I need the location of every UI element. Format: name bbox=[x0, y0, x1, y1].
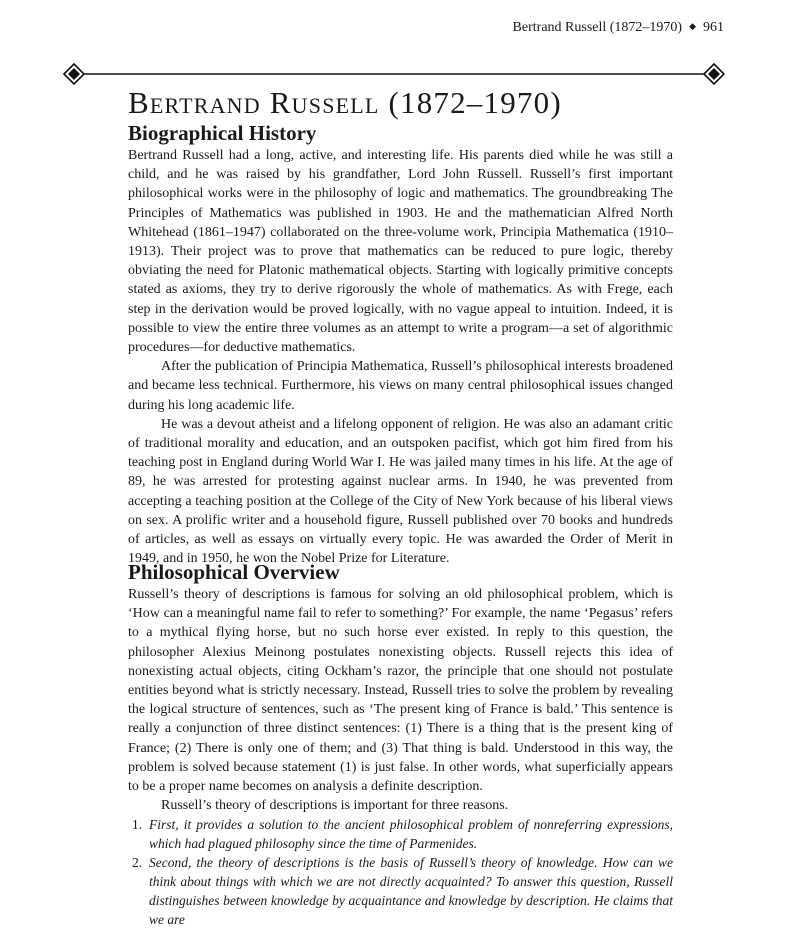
paragraph-bio-3: He was a devout atheist and a lifelong opponent of religion. He was also an adamant critic of traditional morality and education, and an outspoken pacifist, which got him fired from his teaching post in England during World War I. He was jailed many times in his life. At the age of 89, he was arrested for protesting against nuclear arms. In 1940, he was prevented from accepting a teaching position at the College of the City of New York because of his liberal views on sex. A prolific writer and a household figure, Russell published over 70 books and hundreds of articles, as well as essays on virtually every topic. He was awarded the Order of Merit in 1949, and in 1950, he won the Nobel Prize for Literature. bbox=[128, 416, 673, 567]
section-heading-philosophical-overview: Philosophical Overview bbox=[128, 560, 340, 584]
paragraph-overview-1: Russell’s theory of descriptions is famous for solving an old philosophical problem, which is ‘How can a meaningful name fail to refer to something?’ For example, the name ‘Pegasus’ refers to a mythical flying horse, but no such horse ever existed. In reply to this question, the philosopher Alexius Meinong postulates nonexisting objects. Russell rejects this idea of nonexisting actual objects, citing Ockham’s razor, the principle that one should not postulate entities beyond what is strictly necessary. Instead, Russell tries to solve the problem by revealing the logical structure of sentences, such as ‘The present king of France is bald.’ This sentence is really a conjunction of three distinct sentences: (1) There is a thing that is the present king of France; (2) There is only one of them; and (3) That thing is bald. Understood in this way, the problem is solved because statement (1) is just false. In other words, what superficially appears to be a proper name becomes on analysis a definite description. bbox=[128, 587, 673, 795]
section-heading-biographical-history: Biographical History bbox=[128, 121, 317, 145]
right-diamond-ornament-icon bbox=[704, 64, 724, 84]
list-item bbox=[128, 815, 673, 853]
chapter-title: Bertrand Russell (1872–1970) bbox=[128, 85, 562, 120]
list-item-text: First, it provides a solution to the ancient philosophical problem of nonreferring expressions, which had plagued philosophy since the time of Parmenides. bbox=[149, 817, 673, 852]
reasons-list bbox=[128, 815, 673, 929]
biographical-history-section bbox=[128, 120, 673, 568]
paragraph-bio-2: After the publication of Principia Mathematica, Russell’s philosophical interests broadened and became less technical. Furthermore, his views on many central philosophical issues changed during his long academic life. bbox=[128, 359, 673, 413]
list-item bbox=[128, 853, 673, 929]
page-number: 961 bbox=[703, 20, 724, 35]
list-item-number: 2. bbox=[132, 855, 143, 871]
left-diamond-ornament-icon bbox=[64, 64, 84, 84]
paragraph-bio-1: Bertrand Russell had a long, active, and interesting life. His parents died while he was still a child, and he was raised by his grandfather, Lord John Russell. Russell’s first important philosophical works were in the philosophy of logic and mathematics. The groundbreaking The Principles of Mathematics was published in 1903. He and the mathematician Alfred North Whitehead (1861–1947) collaborated on the three-volume work, Principia Mathematica (1910–1913). Their project was to prove that mathematics can be reduced to pure logic, thereby obviating the need for Platonic mathematical objects. Starting with logically primitive concepts stated as axioms, they try to derive rigorously the whole of mathematics. As with Frege, each step in the derivation would be proved logically, with no vague appeal to intuition. Indeed, it is possible to view the entire three volumes as an attempt to write a program—a set of algorithmic procedures—for deductive mathematics. bbox=[128, 148, 673, 356]
diamond-icon: ◆ bbox=[689, 21, 696, 31]
list-item-number: 1. bbox=[132, 817, 143, 833]
running-head-title: Bertrand Russell (1872–1970) bbox=[512, 20, 683, 35]
paragraph-overview-2: Russell’s theory of descriptions is important for three reasons. bbox=[161, 798, 509, 814]
running-head bbox=[513, 17, 724, 37]
list-item-text: Second, the theory of descriptions is the basis of Russell’s theory of knowledge. How can we think about things with which we are not directly acquainted? To answer this question, Russell distinguishes between knowledge by acquaintance and knowledge by description. He claims that we are bbox=[149, 855, 673, 928]
philosophical-overview-section bbox=[128, 559, 673, 929]
